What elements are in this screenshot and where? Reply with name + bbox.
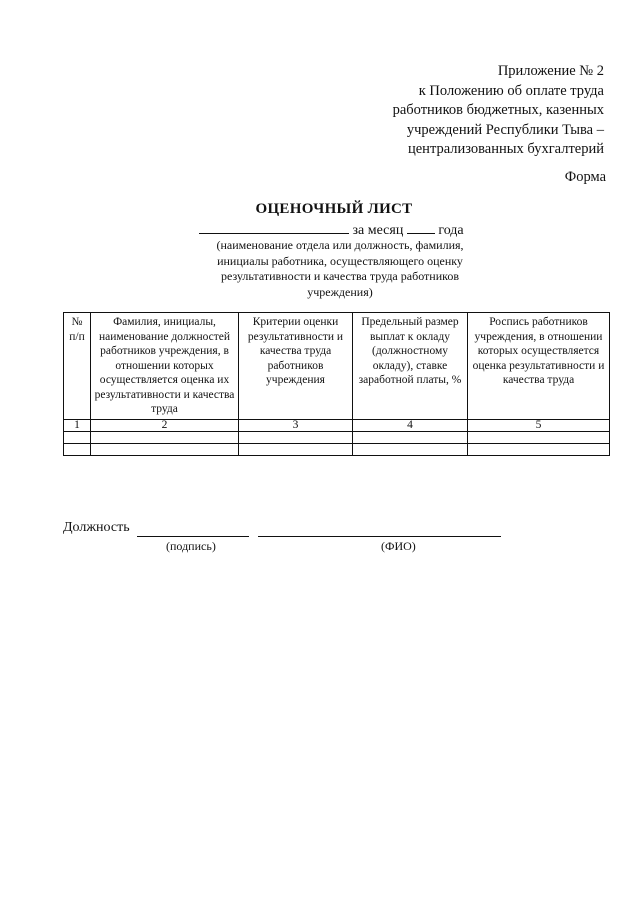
table-cell <box>91 443 239 455</box>
table-cell <box>468 431 610 443</box>
table-cell <box>91 431 239 443</box>
name-caption: (ФИО) <box>381 539 416 553</box>
column-number: 3 <box>239 419 353 431</box>
month-blank-line <box>407 220 435 234</box>
signature-blank-line <box>137 536 249 537</box>
period-line <box>199 220 464 239</box>
evaluation-table <box>63 312 610 456</box>
header-number: № п/п <box>64 313 91 420</box>
table-header-row <box>64 313 610 420</box>
column-number: 2 <box>91 419 239 431</box>
table-cell <box>468 443 610 455</box>
month-label: за месяц <box>352 223 404 238</box>
table-cell <box>64 443 91 455</box>
header-criteria: Критерии оценки результативности и качества труда работников учреждения <box>239 313 353 420</box>
appendix-line: централизованных бухгалтерий <box>407 141 604 157</box>
table-cell <box>353 443 468 455</box>
department-caption: (наименование отдела или должность, фамилия, инициалы работника, осуществляющего оценку результативности и качества труда работников учреждения) <box>216 238 464 299</box>
appendix-line: Приложение № 2 <box>497 63 604 79</box>
form-label: Форма <box>564 169 606 185</box>
signature-caption: (подпись) <box>166 539 216 553</box>
appendix-line: учреждений Республики Тыва – <box>406 121 604 138</box>
appendix-line: работников бюджетных, казенных <box>392 102 604 118</box>
table-cell <box>239 431 353 443</box>
table-row <box>64 431 610 443</box>
table-row <box>64 443 610 455</box>
position-label: Должность <box>63 520 130 535</box>
header-payment-limit: Предельный размер выплат к окладу (должностному окладу), ставке заработной платы, % <box>353 313 468 420</box>
column-number: 5 <box>468 419 610 431</box>
header-signature: Роспись работников учреждения, в отношении которых осуществляется оценка результативности и качества труда <box>468 313 610 420</box>
header-employees: Фамилия, инициалы, наименование должностей работников учреждения, в отношении которых осуществляется оценка их результативности и качества труда <box>91 313 239 420</box>
year-label: года <box>438 223 464 238</box>
name-blank-line <box>258 536 501 537</box>
appendix-header <box>334 62 604 160</box>
document-title: ОЦЕНОЧНЫЙ ЛИСТ <box>255 201 413 217</box>
column-number: 4 <box>353 419 468 431</box>
table-cell <box>353 431 468 443</box>
table-numbering-row <box>64 419 610 431</box>
appendix-line: к Положению об оплате труда <box>418 82 604 99</box>
table-cell <box>64 431 91 443</box>
column-number: 1 <box>64 419 91 431</box>
department-blank-line <box>199 220 349 234</box>
table-cell <box>239 443 353 455</box>
